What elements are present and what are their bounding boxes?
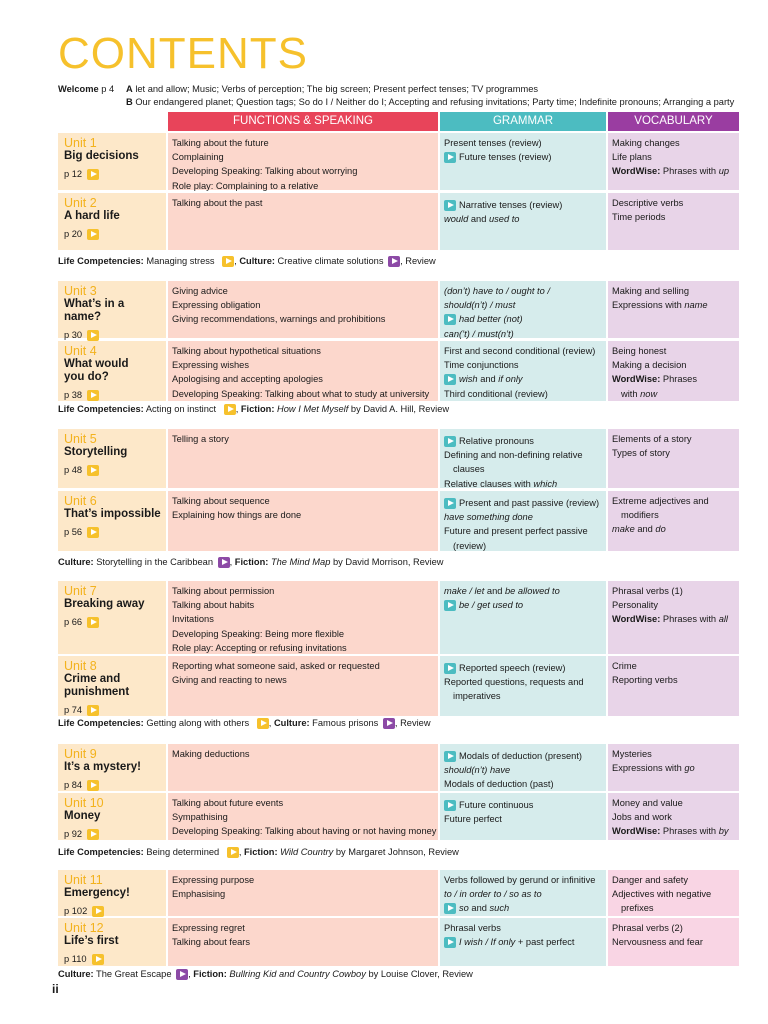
- unit-number: Unit 12: [64, 921, 104, 935]
- unit-page[interactable]: p 66: [64, 615, 162, 629]
- unit-title: Storytelling: [64, 446, 128, 458]
- vocabulary-item: WordWise: Phrases: [612, 374, 697, 385]
- grammar-item: Present and past passive (review): [444, 496, 602, 510]
- functions-item: Developing Speaking: Talking about having or not having money: [172, 826, 437, 837]
- section-extras: Life Competencies: Getting along with others , Culture: Famous prisons , Review: [58, 718, 431, 728]
- functions-item: Giving and reacting to news: [172, 675, 287, 686]
- unit-number: Unit 9: [64, 747, 97, 761]
- video-play-icon[interactable]: [383, 718, 395, 729]
- unit-cell: [58, 581, 166, 654]
- video-play-icon[interactable]: [87, 229, 99, 240]
- unit-page[interactable]: p 84: [64, 778, 162, 792]
- video-play-icon[interactable]: [444, 937, 456, 948]
- header-functions: FUNCTIONS & SPEAKING: [168, 112, 438, 131]
- functions-item: Invitations: [172, 614, 214, 625]
- functions-cell: [168, 793, 438, 840]
- video-play-icon[interactable]: [92, 906, 104, 917]
- functions-item: Expressing purpose: [172, 875, 255, 885]
- functions-cell: [168, 341, 438, 401]
- unit-row: [58, 281, 739, 338]
- section-extras: Culture: The Great Escape , Fiction: Bullring Kid and Country Cowboy by Louise Clover, Review: [58, 969, 473, 979]
- grammar-item: (don’t) have to / ought to /: [444, 286, 550, 296]
- page-title: CONTENTS: [58, 29, 308, 78]
- vocabulary-item: prefixes: [621, 903, 654, 914]
- grammar-cell: [440, 281, 606, 338]
- video-play-icon[interactable]: [176, 969, 188, 980]
- grammar-item: should(n’t) / must: [444, 300, 516, 311]
- unit-number: Unit 8: [64, 659, 97, 673]
- unit-title: What’s in a name?: [64, 298, 125, 323]
- unit-page[interactable]: p 48: [64, 463, 162, 477]
- video-play-icon[interactable]: [444, 600, 456, 611]
- vocabulary-item: WordWise: Phrases with up: [612, 166, 730, 177]
- functions-item: Expressing wishes: [172, 360, 249, 371]
- functions-item: Giving recommendations, warnings and prohibitions: [172, 314, 386, 325]
- functions-cell: [168, 491, 438, 551]
- unit-row: [58, 193, 739, 250]
- unit-title: punishment: [64, 686, 130, 698]
- vocabulary-item: WordWise: Phrases with all: [612, 614, 728, 625]
- vocabulary-item: Crime: [612, 661, 637, 671]
- vocabulary-cell: [608, 193, 739, 250]
- unit-number: Unit 7: [64, 584, 97, 598]
- unit-title: Breaking away: [64, 598, 145, 610]
- video-play-icon[interactable]: [222, 256, 234, 267]
- vocabulary-item: Making a decision: [612, 360, 687, 371]
- grammar-cell: [440, 870, 606, 916]
- unit-cell: [58, 193, 166, 250]
- vocabulary-cell: [608, 581, 739, 654]
- functions-item: Expressing regret: [172, 923, 245, 933]
- unit-cell: [58, 744, 166, 791]
- video-play-icon[interactable]: [444, 314, 456, 325]
- grammar-item: would and used to: [444, 214, 520, 225]
- welcome-label: Welcome: [58, 84, 99, 94]
- unit-cell: [58, 870, 166, 916]
- vocabulary-item: Reporting verbs: [612, 675, 678, 686]
- video-play-icon[interactable]: [92, 954, 104, 965]
- functions-item: Giving advice: [172, 286, 228, 296]
- video-play-icon[interactable]: [444, 374, 456, 385]
- unit-cell: [58, 793, 166, 840]
- vocabulary-cell: [608, 429, 739, 488]
- vocabulary-item: Types of story: [612, 448, 670, 459]
- welcome-b: B Our endangered planet; Question tags; So do I / Neither do I; Accepting and refusing invitations; Party time; Indefinite pronouns; Arranging a party: [126, 97, 735, 107]
- unit-row: [58, 656, 739, 716]
- grammar-cell: [440, 793, 606, 840]
- functions-item: Talking about the past: [172, 198, 263, 208]
- grammar-item: Reported questions, requests and: [444, 677, 584, 688]
- video-play-icon[interactable]: [87, 527, 99, 538]
- unit-cell: [58, 281, 166, 338]
- unit-number: Unit 1: [64, 136, 97, 150]
- functions-item: Talking about habits: [172, 600, 255, 611]
- grammar-item: make / let and be allowed to: [444, 586, 560, 596]
- vocabulary-item: Phrasal verbs (1): [612, 586, 683, 596]
- vocabulary-item: Being honest: [612, 346, 667, 356]
- vocabulary-item: Adjectives with negative: [612, 889, 712, 900]
- grammar-cell: [440, 193, 606, 250]
- grammar-item: be / get used to: [444, 598, 602, 612]
- grammar-cell: [440, 341, 606, 401]
- grammar-item: Defining and non-defining relative: [444, 450, 583, 461]
- unit-cell: [58, 133, 166, 190]
- video-play-icon[interactable]: [444, 436, 456, 447]
- vocabulary-item: make and do: [612, 524, 666, 535]
- unit-cell: [58, 918, 166, 966]
- unit-page[interactable]: p 56: [64, 525, 162, 539]
- vocabulary-item: Expressions with name: [612, 300, 708, 311]
- functions-item: Complaining: [172, 152, 224, 163]
- grammar-item: clauses: [453, 464, 485, 475]
- vocabulary-item: Time periods: [612, 212, 666, 223]
- header-grammar: GRAMMAR: [440, 112, 606, 131]
- vocabulary-item: Nervousness and fear: [612, 937, 703, 948]
- unit-number: Unit 4: [64, 344, 97, 358]
- unit-page[interactable]: p 30: [64, 328, 162, 342]
- unit-title: A hard life: [64, 210, 120, 222]
- video-play-icon[interactable]: [87, 705, 99, 716]
- video-play-icon[interactable]: [224, 404, 236, 415]
- video-play-icon[interactable]: [444, 498, 456, 509]
- video-play-icon[interactable]: [388, 256, 400, 267]
- page-number: ii: [52, 982, 59, 996]
- grammar-item: imperatives: [453, 691, 501, 702]
- functions-item: Talking about fears: [172, 937, 251, 948]
- video-play-icon[interactable]: [444, 751, 456, 762]
- functions-cell: [168, 429, 438, 488]
- unit-number: Unit 11: [64, 873, 103, 887]
- vocabulary-cell: [608, 870, 739, 916]
- functions-item: Talking about permission: [172, 586, 275, 596]
- unit-title: That’s impossible: [64, 508, 161, 520]
- unit-page[interactable]: p 74: [64, 703, 162, 717]
- grammar-item: have something done: [444, 512, 533, 523]
- functions-item: Developing Speaking: Talking about worrying: [172, 166, 358, 177]
- functions-item: Developing Speaking: Being more flexible: [172, 628, 345, 639]
- unit-cell: [58, 491, 166, 551]
- video-play-icon[interactable]: [87, 829, 99, 840]
- unit-page[interactable]: p 102: [64, 904, 162, 918]
- unit-row: [58, 918, 739, 966]
- video-play-icon[interactable]: [87, 390, 99, 401]
- grammar-item: Narrative tenses (review): [444, 198, 602, 212]
- unit-row: [58, 133, 739, 190]
- vocabulary-item: Phrasal verbs (2): [612, 923, 683, 933]
- grammar-item: Time conjunctions: [444, 360, 519, 371]
- vocabulary-item: Life plans: [612, 152, 652, 163]
- unit-title: What would: [64, 358, 129, 370]
- unit-number: Unit 10: [64, 796, 104, 810]
- vocabulary-cell: [608, 133, 739, 190]
- grammar-item: Relative pronouns: [444, 434, 602, 448]
- functions-cell: [168, 656, 438, 716]
- video-play-icon[interactable]: [257, 718, 269, 729]
- video-play-icon[interactable]: [218, 557, 230, 568]
- functions-item: Talking about the future: [172, 138, 269, 148]
- unit-row: [58, 793, 739, 840]
- grammar-item: Future perfect: [444, 814, 502, 825]
- unit-title: Life’s first: [64, 935, 119, 947]
- unit-row: [58, 744, 739, 791]
- unit-cell: [58, 341, 166, 401]
- vocabulary-item: Personality: [612, 600, 658, 611]
- vocabulary-item: Descriptive verbs: [612, 198, 684, 208]
- vocabulary-item: Elements of a story: [612, 434, 692, 444]
- grammar-item: Reported speech (review): [444, 661, 602, 675]
- video-play-icon[interactable]: [444, 200, 456, 211]
- grammar-item: so and such: [444, 901, 602, 915]
- vocabulary-item: with now: [621, 388, 658, 399]
- vocabulary-cell: [608, 918, 739, 966]
- video-play-icon[interactable]: [87, 169, 99, 180]
- welcome-a: A let and allow; Music; Verbs of perception; The big screen; Present perfect tenses; TV programmes: [126, 84, 539, 94]
- video-play-icon[interactable]: [444, 800, 456, 811]
- functions-item: Reporting what someone said, asked or requested: [172, 661, 380, 671]
- grammar-cell: [440, 491, 606, 551]
- grammar-item: (review): [453, 540, 487, 551]
- functions-cell: [168, 744, 438, 791]
- grammar-cell: [440, 429, 606, 488]
- grammar-item: Modals of deduction (past): [444, 779, 554, 790]
- functions-cell: [168, 581, 438, 654]
- unit-cell: [58, 656, 166, 716]
- vocabulary-cell: [608, 744, 739, 791]
- vocabulary-item: Money and value: [612, 798, 683, 808]
- vocabulary-cell: [608, 656, 739, 716]
- unit-page[interactable]: p 110: [64, 952, 162, 966]
- unit-title: Big decisions: [64, 150, 139, 162]
- grammar-item: Third conditional (review): [444, 388, 548, 399]
- vocabulary-item: Making changes: [612, 138, 680, 148]
- grammar-item: had better (not): [444, 312, 602, 326]
- functions-item: Apologising and accepting apologies: [172, 374, 323, 385]
- video-play-icon[interactable]: [444, 663, 456, 674]
- vocabulary-cell: [608, 341, 739, 401]
- grammar-item: can(’t) / must(n’t): [444, 328, 514, 339]
- unit-number: Unit 6: [64, 494, 97, 508]
- functions-cell: [168, 193, 438, 250]
- functions-item: Explaining how things are done: [172, 510, 302, 521]
- grammar-item: First and second conditional (review): [444, 346, 596, 356]
- grammar-cell: [440, 581, 606, 654]
- functions-item: Emphasising: [172, 889, 226, 900]
- vocabulary-item: Making and selling: [612, 286, 690, 296]
- video-play-icon[interactable]: [227, 847, 239, 858]
- grammar-item: Phrasal verbs: [444, 923, 501, 933]
- grammar-item: Future tenses (review): [444, 150, 602, 164]
- vocabulary-cell: [608, 281, 739, 338]
- grammar-item: Future and present perfect passive: [444, 526, 588, 537]
- grammar-item: Relative clauses with which: [444, 478, 558, 489]
- grammar-item: to / in order to / so as to: [444, 889, 542, 900]
- unit-title: Crime and: [64, 673, 121, 685]
- unit-page[interactable]: p 38: [64, 388, 162, 402]
- functions-item: Talking about hypothetical situations: [172, 346, 321, 356]
- functions-item: Role play: Accepting or refusing invitations: [172, 642, 347, 653]
- functions-cell: [168, 133, 438, 190]
- video-play-icon[interactable]: [444, 903, 456, 914]
- video-play-icon[interactable]: [87, 617, 99, 628]
- functions-item: Expressing obligation: [172, 300, 261, 311]
- unit-title: you do?: [64, 371, 109, 383]
- unit-page[interactable]: p 20: [64, 227, 162, 241]
- functions-item: Talking about future events: [172, 798, 284, 808]
- vocabulary-item: Expressions with go: [612, 763, 695, 774]
- grammar-item: should(n’t) have: [444, 765, 511, 776]
- video-play-icon[interactable]: [87, 780, 99, 791]
- functions-item: Making deductions: [172, 749, 250, 759]
- video-play-icon[interactable]: [87, 330, 99, 341]
- section-extras: Culture: Storytelling in the Caribbean , Fiction: The Mind Map by David Morrison, Review: [58, 557, 444, 567]
- unit-number: Unit 3: [64, 284, 97, 298]
- unit-row: [58, 429, 739, 488]
- unit-page[interactable]: p 12: [64, 167, 162, 181]
- welcome-page: p 4: [101, 84, 115, 94]
- functions-item: Role play: Complaining to a relative: [172, 180, 319, 191]
- video-play-icon[interactable]: [87, 465, 99, 476]
- grammar-item: I wish / If only + past perfect: [444, 935, 602, 949]
- unit-row: [58, 581, 739, 654]
- section-extras: Life Competencies: Managing stress , Culture: Creative climate solutions , Review: [58, 256, 436, 266]
- vocabulary-item: Danger and safety: [612, 875, 688, 885]
- grammar-item: Verbs followed by gerund or infinitive: [444, 875, 596, 885]
- grammar-cell: [440, 918, 606, 966]
- video-play-icon[interactable]: [444, 152, 456, 163]
- vocabulary-item: Extreme adjectives and: [612, 496, 709, 506]
- vocabulary-item: modifiers: [621, 510, 659, 521]
- unit-row: [58, 341, 739, 401]
- functions-cell: [168, 281, 438, 338]
- unit-page[interactable]: p 92: [64, 827, 162, 841]
- vocabulary-cell: [608, 491, 739, 551]
- vocabulary-cell: [608, 793, 739, 840]
- vocabulary-item: Mysteries: [612, 749, 652, 759]
- grammar-cell: [440, 656, 606, 716]
- unit-title: It’s a mystery!: [64, 761, 141, 773]
- grammar-item: wish and if only: [444, 372, 602, 386]
- grammar-cell: [440, 133, 606, 190]
- unit-title: Emergency!: [64, 887, 130, 899]
- grammar-item: Present tenses (review): [444, 138, 542, 148]
- unit-title: Money: [64, 810, 101, 822]
- functions-cell: [168, 918, 438, 966]
- header-vocabulary: VOCABULARY: [608, 112, 739, 131]
- functions-item: Developing Speaking: Talking about what to study at university: [172, 388, 430, 399]
- vocabulary-item: WordWise: Phrases with by: [612, 826, 729, 837]
- grammar-item: Future continuous: [444, 798, 602, 812]
- unit-number: Unit 2: [64, 196, 97, 210]
- grammar-cell: [440, 744, 606, 791]
- section-extras: Life Competencies: Being determined , Fiction: Wild Country by Margaret Johnson, Review: [58, 847, 459, 857]
- unit-row: [58, 491, 739, 551]
- functions-item: Talking about sequence: [172, 496, 270, 506]
- vocabulary-item: Jobs and work: [612, 812, 672, 823]
- functions-item: Telling a story: [172, 434, 229, 444]
- grammar-item: Modals of deduction (present): [444, 749, 602, 763]
- functions-cell: [168, 870, 438, 916]
- functions-item: Sympathising: [172, 812, 228, 823]
- unit-number: Unit 5: [64, 432, 97, 446]
- unit-cell: [58, 429, 166, 488]
- unit-row: [58, 870, 739, 916]
- section-extras: Life Competencies: Acting on instinct , Fiction: How I Met Myself by David A. Hill, Review: [58, 404, 450, 414]
